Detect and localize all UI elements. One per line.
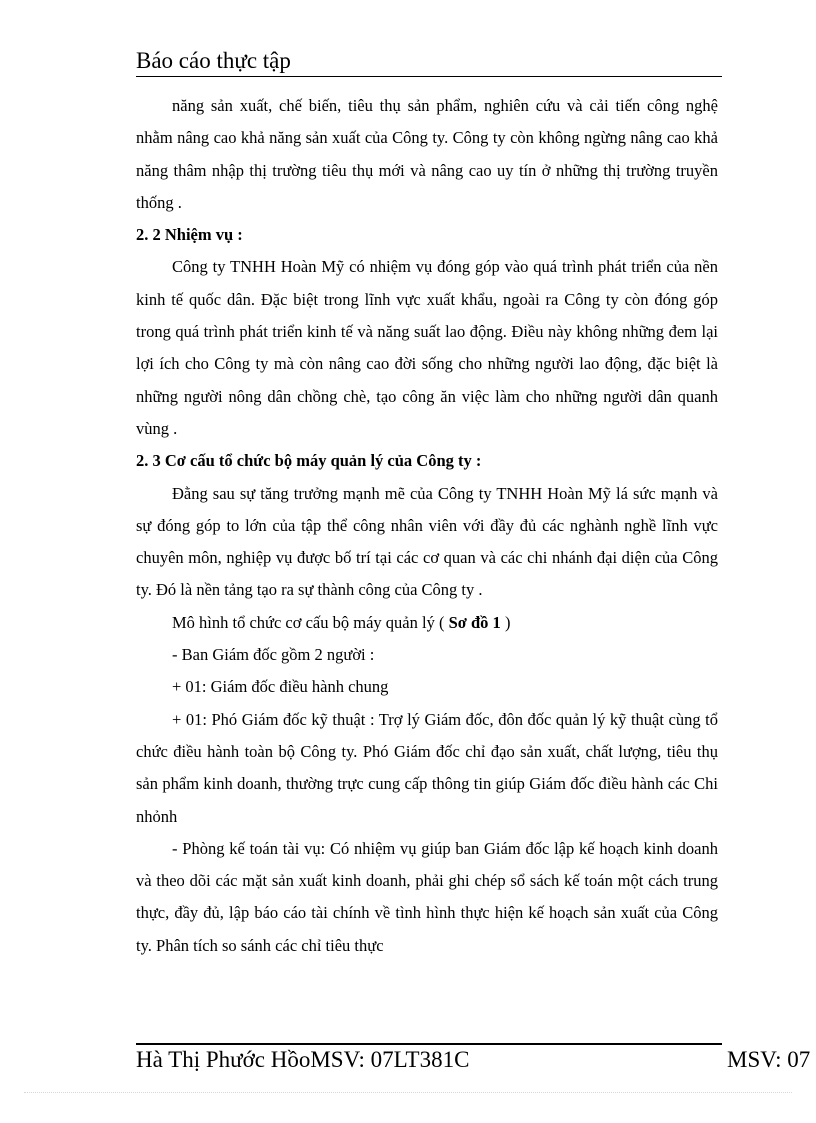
list-item-pho-giam-doc: + 01: Phó Giám đốc kỹ thuật : Trợ lý Giám đốc, đôn đốc quản lý kỹ thuật cùng tổ chức điều hành toàn bộ Công ty. Phó Giám đốc chỉ đạo sản xuất, chất lượng, tiêu thụ sản phẩm kinh doanh, thường trực cung cấp thông tin giúp Giám đốc điều hành các Chi nhỏnh bbox=[136, 709, 718, 826]
so-do-reference: Sơ đồ 1 bbox=[448, 612, 501, 632]
footer-author: Hà Thị Phước HồoMSV: 07LT381C bbox=[136, 1047, 470, 1072]
section-heading-co-cau: 2. 3 Cơ cấu tổ chức bộ máy quản lý của Công ty : bbox=[136, 451, 482, 471]
paragraph-mo-hinh bbox=[136, 607, 718, 639]
header-divider bbox=[136, 76, 722, 77]
paragraph-nhiem-vu: Công ty TNHH Hoàn Mỹ có nhiệm vụ đóng góp vào quá trình phát triển của nền kinh tế quốc dân. Đặc biệt trong lĩnh vực xuất khẩu, ngoài ra Công ty còn đóng góp trong quá trình phát triển kinh tế và năng suất lao động. Điều này không những đem lại lợi ích cho Công ty mà còn nâng cao đời sống cho những người lao động, đặc biệt là những người nông dân chồng chè, tạo công ăn việc làm cho những người dân quanh vùng . bbox=[136, 257, 718, 438]
mo-hinh-text: Mô hình tổ chức cơ cấu bộ máy quản lý ( bbox=[172, 612, 445, 632]
paragraph-intro: năng sản xuất, chế biến, tiêu thụ sản phẩm, nghiên cứu và cải tiến công nghệ nhằm nâng cao khả năng sản xuất của Công ty. Công ty còn không ngừng nâng cao khả năng thâm nhập thị trường tiêu thụ mới và nâng cao uy tín ở những thị trường truyền thống . bbox=[136, 96, 718, 212]
list-item-giam-doc: + 01: Giám đốc điều hành chung bbox=[172, 677, 389, 697]
page-bottom-border bbox=[24, 1092, 792, 1093]
list-item-ban-giam-doc: - Ban Giám đốc gồm 2 người : bbox=[172, 645, 375, 665]
paragraph-co-cau: Đằng sau sự tăng trưởng mạnh mẽ của Công ty TNHH Hoàn Mỹ lá sức mạnh và sự đóng góp to lớn của tập thể công nhân viên với đầy đủ các nghành nghề lĩnh vực chuyên môn, nghiệp vụ được bố trí tại các cơ quan và các chi nhánh đại diện của Công ty. Đó là nền tảng tạo ra sự thành công của Công ty . bbox=[136, 483, 718, 600]
document-body bbox=[136, 90, 718, 962]
mo-hinh-close: ) bbox=[504, 612, 511, 632]
list-item-phong-ke-toan: - Phòng kế toán tài vụ: Có nhiệm vụ giúp ban Giám đốc lập kế hoạch kinh doanh và theo dõi các mặt sản xuất kinh doanh, phải ghi chép sổ sách kế toán một cách trung thực, đầy đủ, lập báo cáo tài chính về tình hình thực hiện kế hoạch sản xuất của Công ty. Phân tích so sánh các chỉ tiêu thực bbox=[136, 838, 718, 955]
section-heading-nhiem-vu: 2. 2 Nhiệm vụ : bbox=[136, 225, 243, 245]
page-header-title: Báo cáo thực tập bbox=[136, 48, 291, 73]
footer-student-id: MSV: 07 bbox=[727, 1047, 811, 1072]
